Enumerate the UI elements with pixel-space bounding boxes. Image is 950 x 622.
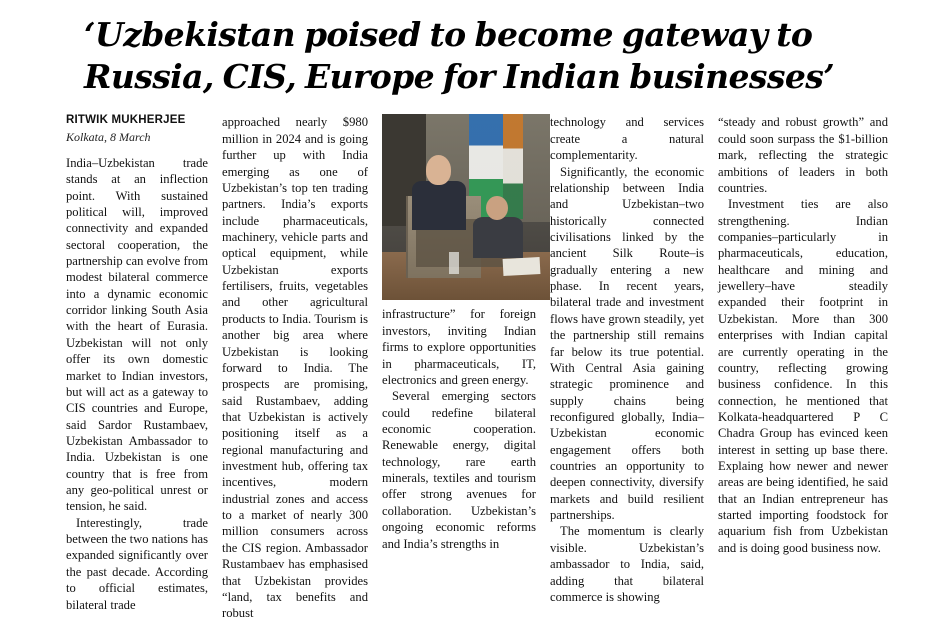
page-title: ‘Uzbekistan poised to become gateway to Russia, CIS, Europe for Indian businesses’ [84, 15, 835, 97]
photo-papers [503, 257, 541, 276]
paragraph: technology and services create a natural complementarity. [550, 115, 704, 163]
photo-speaker-body [412, 181, 466, 229]
photo-speaker-head [426, 155, 451, 185]
paragraph: The momentum is clearly visible. Uzbekistan’s ambassador to India, said, adding that bilateral commerce is showing [550, 524, 704, 604]
article-column-5 [718, 114, 888, 556]
photo-seated-person-body [473, 217, 523, 258]
byline: RITWIK MUKHERJEE [66, 114, 186, 127]
paragraph: Investment ties are also strengthening. Indian companies–particularly in pharmaceuticals, education, healthcare and mining and jewellery–have steadily expanded their footprint in Uzbekistan. More than 300 enterprises with Indian capital are currently operating in the country, reflecting growing business confidence. In this connection, he mentioned that Kolkata-headquartered P C Chadra Group has evinced keen interest in setting up base there. Explaing how newer and newer areas are being identified, he said that an Indian entrepreneur has started importing foodstock for aquarium fish from Uzbekistan and is doing good business now. [718, 197, 888, 555]
article-column-4 [550, 114, 718, 605]
article-column-1 [22, 114, 222, 612]
podium-press-conference-photo [382, 114, 550, 300]
article-column-2 [222, 114, 382, 621]
dateline: Kolkata, 8 March [66, 130, 151, 145]
paragraph: infrastructure” for foreign investors, inviting Indian firms to explore opportunities in pharmaceuticals, IT, electronics and green energy. [382, 307, 536, 387]
paragraph: “steady and robust growth” and could soon surpass the $1-billion mark, reflecting the strategic ambitions of leaders in both countries. [718, 115, 888, 195]
photo-water-glass [449, 252, 459, 274]
paragraph: Interestingly, trade between the two nations has expanded significantly over the past decade. According to official estimates, bilateral trade [66, 515, 208, 612]
article-column-3 [382, 114, 550, 551]
article-columns [22, 114, 928, 621]
paragraph: approached nearly $980 million in 2024 and is going further up with India emerging as one of Uzbekistan’s top ten trading partners. India’s exports include pharmaceuticals, machinery, vehicle parts and optical equipment, while Uzbekistan exports fertilisers, fruits, vegetables and other agricultural products to India. Tourism is another big area where Uzbekistan is looking forward to India. The prospects are promising, said Rustambaev, adding that Uzbekistan is actively positioning itself as a regional manufacturing and investment hub, offering tax incentives, modern industrial zones and access to a market of nearly 300 million consumers across the CIS region. Ambassador Rustambaev has emphasised that Uzbekistan provides “land, tax benefits and robust [222, 115, 368, 621]
paragraph: Significantly, the economic relationship between India and Uzbekistan–two historically connected civilisations linked by the ancient Silk Route–is gradually entering a new phase. In recent years, bilateral trade and investment flows have grown steadily, yet the partnership still remains far below its true potential. With Central Asia gaining strategic prominence and supply chains being reconfigured globally, India–Uzbekistan economic engagement offers both countries an opportunity to deepen connectivity, diversify markets and build resilient partnerships. [550, 164, 704, 523]
paragraph: India–Uzbekistan trade stands at an inflection point. With sustained political will, improved connectivity and expanded sectoral cooperation, the partnership can evolve from modest bilateral commerce into a dynamic economic corridor linking South Asia with the heart of Eurasia. Uzbekistan will not only offer its own domestic market to Indian investors, but will act as a gateway to CIS countries and Europe, said Sardor Rustambaev, Uzbekistan Ambassador to India. Uzbekistan is one country that is free from any geo-political unrest or tension, he said. [66, 155, 208, 514]
paragraph: Several emerging sectors could redefine bilateral economic cooperation. Renewable energy, digital technology, rare earth minerals, textiles and tourism offer strong avenues for collaboration. Uzbekistan’s ongoing economic reforms and India’s strengths in [382, 389, 536, 551]
